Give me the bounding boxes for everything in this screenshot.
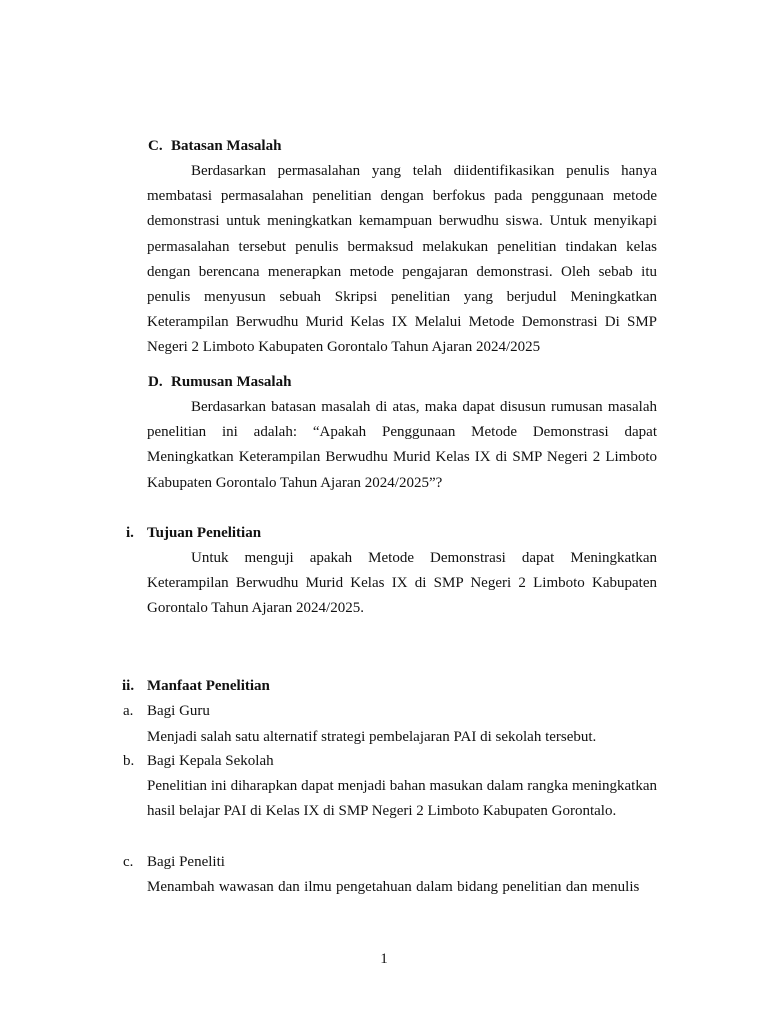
section-heading-tujuan-penelitian: [126, 521, 261, 546]
list-item-title-bagi-kepala-sekolah: Bagi Kepala Sekolah: [147, 753, 274, 769]
section-heading-manfaat-penelitian: [122, 674, 270, 699]
rumusan-masalah-paragraph: Berdasarkan batasan masalah di atas, maka dapat disusun rumusan masalah penelitian ini adalah: “Apakah Penggunaan Metode Demonstrasi dapat Meningkatkan Keterampilan Berwudhu Murid Kelas IX di SMP Negeri 2 Limboto Kabupaten Gorontalo Tahun Ajaran 2024/2025”?: [147, 399, 657, 491]
section-number: i.: [126, 525, 134, 541]
batasan-masalah-paragraph: Berdasarkan permasalahan yang telah diidentifikasikan penulis hanya membatasi permasalahan penelitian dengan berfokus pada penggunaan metode demonstrasi untuk meningkatkan kemampuan berwudhu siswa. Untuk menyikapi permasalahan tersebut penulis bermaksud melakukan penelitian tindakan kelas dengan berencana menerapkan metode pengajaran demonstrasi. Oleh sebab itu penulis menyusun sebuah Skripsi penelitian yang berjudul Meningkatkan Keterampilan Berwudhu Murid Kelas IX Melalui Metode Demonstrasi Di SMP Negeri 2 Limboto Kabupaten Gorontalo Tahun Ajaran 2024/2025: [147, 163, 657, 356]
section-heading-batasan-masalah: [148, 134, 281, 159]
list-item-title-bagi-peneliti: Bagi Peneliti: [147, 854, 225, 870]
section-title: Manfaat Penelitian: [147, 678, 270, 694]
section-title: Batasan Masalah: [171, 138, 282, 154]
list-item-label: b.: [123, 753, 135, 769]
list-item-label: c.: [123, 854, 134, 870]
tujuan-penelitian-paragraph: Untuk menguji apakah Metode Demonstrasi dapat Meningkatkan Keterampilan Berwudhu Murid Kelas IX di SMP Negeri 2 Limboto Kabupaten Gorontalo Tahun Ajaran 2024/2025.: [147, 550, 657, 617]
list-item-text-bagi-guru: Menjadi salah satu alternatif strategi pembelajaran PAI di sekolah tersebut.: [147, 729, 597, 745]
section-title: Rumusan Masalah: [171, 374, 292, 390]
section-heading-rumusan-masalah: [148, 370, 291, 395]
section-number: ii.: [122, 678, 135, 694]
page-number: 1: [380, 951, 388, 967]
list-item-title-bagi-guru: Bagi Guru: [147, 703, 210, 719]
list-item-label: a.: [123, 703, 134, 719]
list-item-text-bagi-kepala-sekolah: Penelitian ini diharapkan dapat menjadi bahan masukan dalam rangka meningkatkan hasil belajar PAI di Kelas IX di SMP Negeri 2 Limboto Kabupaten Gorontalo.: [147, 778, 657, 820]
section-number: C.: [148, 138, 163, 154]
section-title: Tujuan Penelitian: [147, 525, 262, 541]
section-number: D.: [148, 374, 163, 390]
list-item-text-bagi-peneliti: Menambah wawasan dan ilmu pengetahuan dalam bidang penelitian dan menulis: [147, 879, 640, 895]
